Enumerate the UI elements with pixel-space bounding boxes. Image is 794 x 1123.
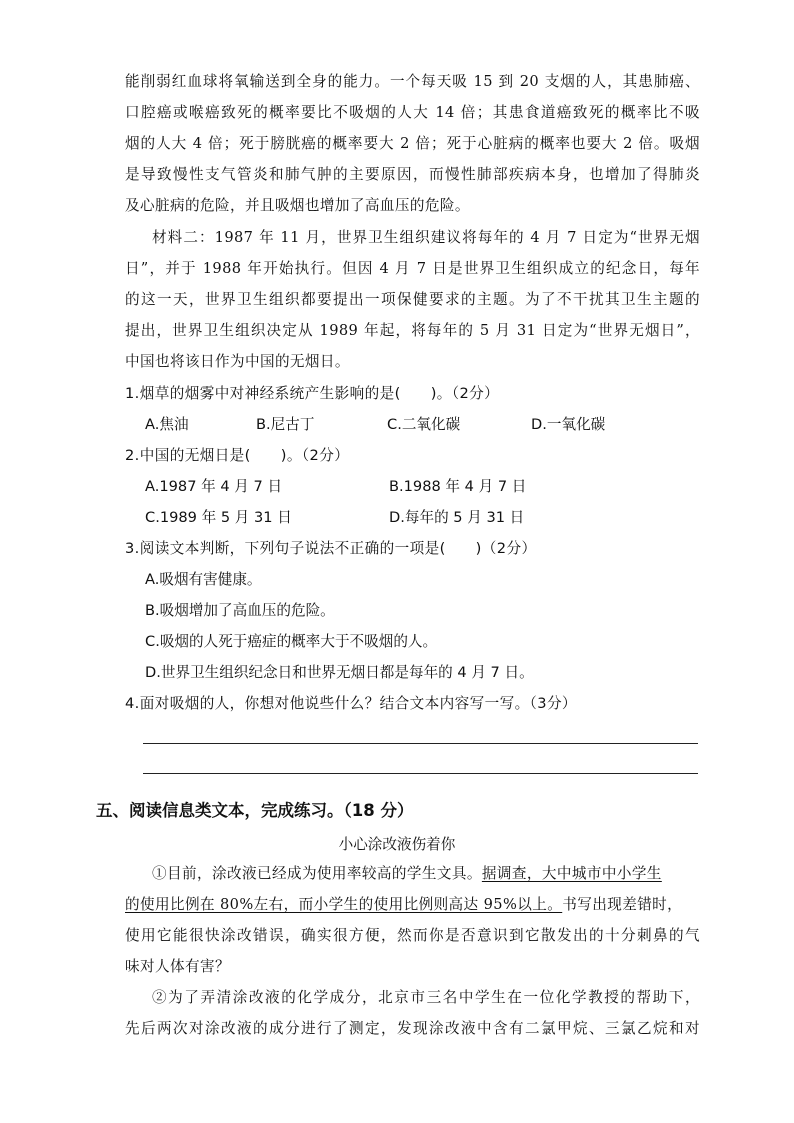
article-p1-underlined-2: 的使用比例在 80%左右，而小学生的使用比例则高达 95%以上。	[125, 896, 563, 913]
article-p2-line-2: 先后两次对涂改液的成分进行了测定，发现涂改液中含有二氯甲烷、三氯乙烷和对	[125, 1020, 700, 1037]
material2-line-3: 的这一天，世界卫生组织都要提出一项保健要求的主题。为了不干扰其卫生主题的	[125, 291, 700, 308]
material2-line-5: 中国也将该日作为中国的无烟日。	[125, 353, 350, 370]
question-1-option-c[interactable]: C.二氧化碳	[387, 416, 461, 433]
question-1-option-d[interactable]: D.一氧化碳	[531, 416, 606, 433]
passage1-line-2: 口腔癌或喉癌致死的概率要比不吸烟的人大 14 倍；其患食道癌致死的概率比不吸	[125, 104, 700, 121]
article-p1-line-2	[125, 895, 700, 915]
material2-line-4: 提出，世界卫生组织决定从 1989 年起，将每年的 5 月 31 日定为“世界无烟日”，	[125, 322, 700, 339]
question-3-option-c[interactable]: C.吸烟的人死于癌症的概率大于不吸烟的人。	[145, 633, 438, 650]
question-1-option-a[interactable]: A.焦油	[145, 416, 189, 433]
article-title: 小心涂改液伤着你	[338, 836, 456, 853]
article-p1-line-1	[152, 864, 700, 884]
question-2-option-d[interactable]: D.每年的 5 月 31 日	[389, 509, 525, 526]
section-5-title: 五、阅读信息类文本，完成练习。（18 分）	[96, 801, 414, 820]
question-3-option-d[interactable]: D.世界卫生组织纪念日和世界无烟日都是每年的 4 月 7 日。	[145, 664, 534, 681]
question-3-stem: 3.阅读文本判断，下列句子说法不正确的一项是( )（2分）	[125, 540, 537, 557]
article-p1-line-2-text: 书写出现差错时，	[562, 896, 683, 913]
article-p1-underlined-1: 据调查，大中城市中小学生	[481, 865, 662, 882]
passage1-line-1: 能削弱红血球将氧输送到全身的能力。一个每天吸 15 到 20 支烟的人，其患肺癌、	[125, 73, 700, 90]
question-2-stem: 2.中国的无烟日是( )。（2分）	[125, 447, 350, 464]
article-p1-line-4: 味对人体有害？	[125, 958, 230, 975]
question-2-option-b[interactable]: B.1988 年 4 月 7 日	[389, 478, 527, 495]
question-2-option-c[interactable]: C.1989 年 5 月 31 日	[145, 509, 292, 526]
passage1-line-3: 烟的人大 4 倍；死于膀胱癌的概率要大 2 倍；死于心脏病的概率也要大 2 倍。吸烟	[125, 135, 700, 152]
question-4-stem: 4.面对吸烟的人，你想对他说些什么？结合文本内容写一写。（3分）	[125, 695, 577, 712]
question-1-option-b[interactable]: B.尼古丁	[256, 416, 315, 433]
answer-line-1[interactable]	[143, 743, 698, 744]
passage1-line-5: 及心脏病的危险，并且吸烟也增加了高血压的危险。	[125, 197, 470, 214]
material2-line-1: 材料二：1987 年 11 月，世界卫生组织建议将每年的 4 月 7 日定为“世界无烟	[152, 229, 700, 246]
material2-line-2: 日”，并于 1988 年开始执行。但因 4 月 7 日是世界卫生组织成立的纪念日，每年	[125, 260, 700, 277]
article-p1-line-1-text: ①目前，涂改液已经成为使用率较高的学生文具。	[152, 865, 482, 882]
passage1-line-4: 是导致慢性支气管炎和肺气肿的主要原因，而慢性肺部疾病本身，也增加了得肺炎	[125, 166, 700, 183]
question-1-stem: 1.烟草的烟雾中对神经系统产生影响的是( )。（2分）	[125, 385, 500, 402]
question-3-option-b[interactable]: B.吸烟增加了高血压的危险。	[145, 602, 335, 619]
question-2-option-a[interactable]: A.1987 年 4 月 7 日	[145, 478, 283, 495]
article-p1-line-3: 使用它能很快涂改错误，确实很方便，然而你是否意识到它散发出的十分刺鼻的气	[125, 927, 700, 944]
article-p2-line-1: ②为了弄清涂改液的化学成分，北京市三名中学生在一位化学教授的帮助下，	[152, 989, 700, 1006]
answer-line-2[interactable]	[143, 773, 698, 774]
question-3-option-a[interactable]: A.吸烟有害健康。	[145, 571, 262, 588]
